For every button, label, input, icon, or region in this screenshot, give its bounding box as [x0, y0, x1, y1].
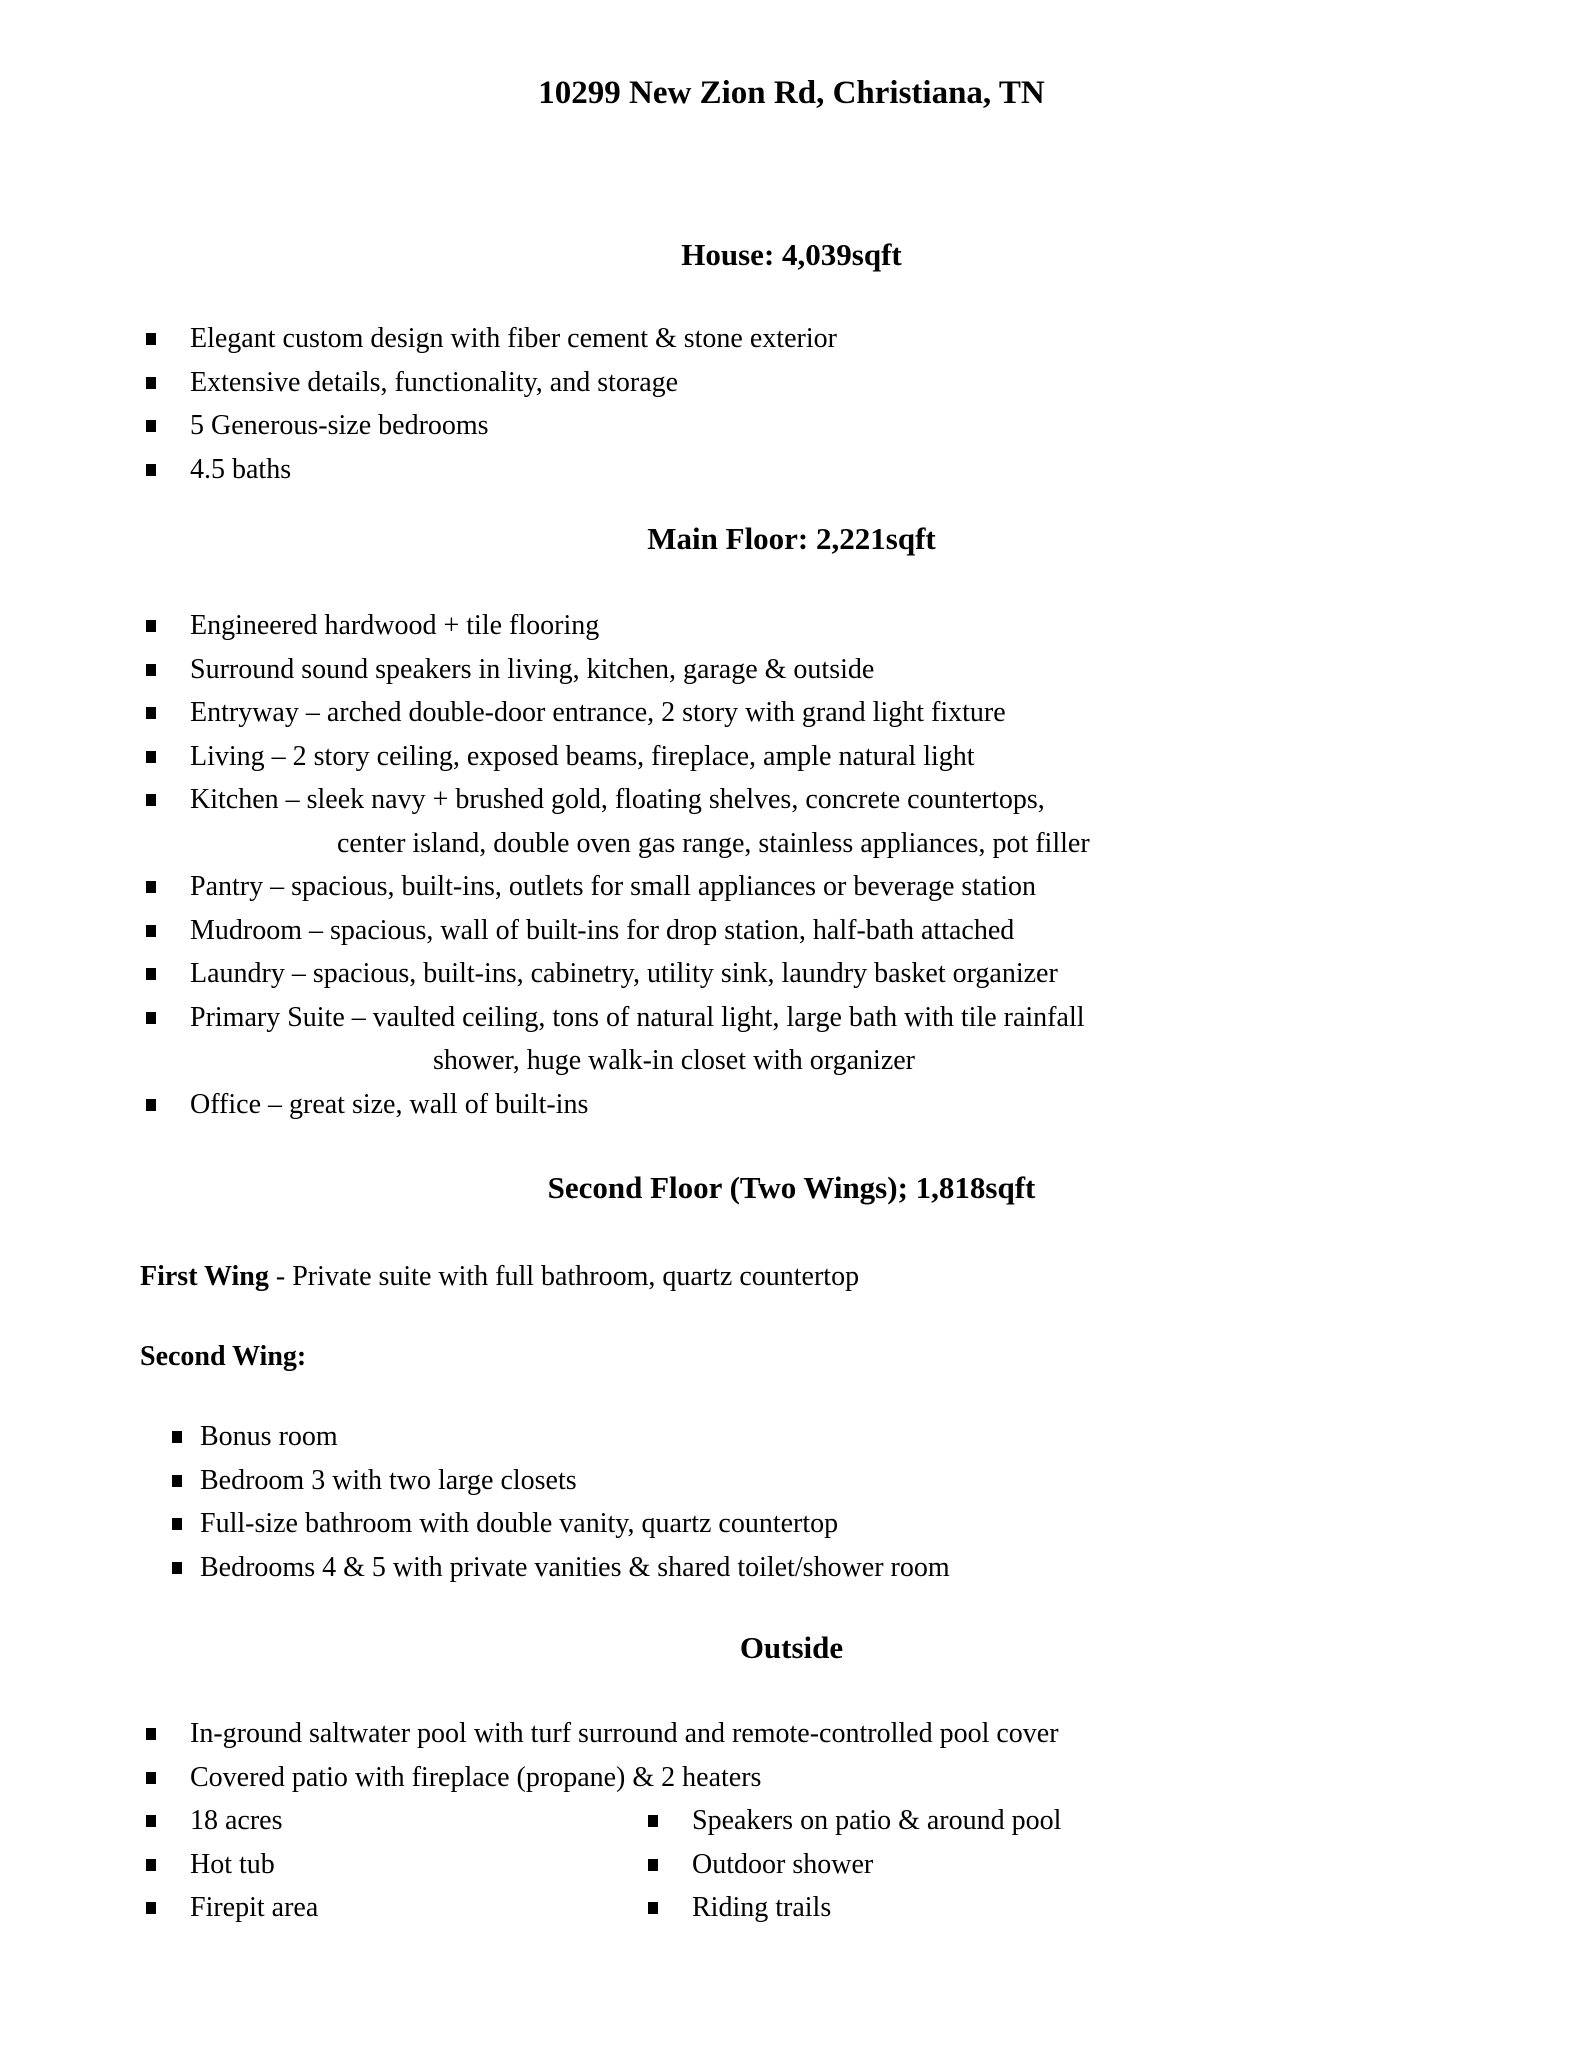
bullet-icon — [146, 881, 156, 893]
bullet-icon — [146, 707, 156, 719]
list-item — [0, 448, 1583, 492]
list-item-text: Kitchen – sleek navy + brushed gold, floating shelves, concrete countertops, — [190, 784, 1045, 815]
list-item — [0, 317, 1583, 361]
bullet-icon — [146, 1728, 156, 1740]
list-item-text: Surround sound speakers in living, kitchen, garage & outside — [190, 653, 875, 685]
bullet-icon — [146, 1099, 156, 1111]
list-item-continuation — [0, 1039, 1583, 1083]
list-item-text: 5 Generous-size bedrooms — [190, 410, 489, 441]
list-item — [0, 1415, 1583, 1459]
bullet-icon — [172, 1475, 182, 1487]
list-item-text: Covered patio with fireplace (propane) & 2 heaters — [190, 1761, 762, 1793]
bullet-icon — [648, 1859, 658, 1871]
list-item-text: Office – great size, wall of built-ins — [190, 1088, 589, 1120]
bullet-icon — [146, 1012, 156, 1024]
list-item-text: Entryway – arched double-door entrance, 2 story with grand light fixture — [190, 697, 1006, 728]
bullet-icon — [172, 1431, 182, 1443]
list-item-text: Bedroom 3 with two large closets — [200, 1464, 577, 1496]
list-item — [0, 909, 1583, 953]
bullet-icon — [146, 620, 156, 632]
list-item — [0, 1712, 1583, 1756]
bullet-icon — [146, 420, 156, 432]
list-item-text: shower, huge walk-in closet with organizer — [433, 1045, 916, 1076]
bullet-icon — [648, 1815, 658, 1827]
list-item — [0, 1546, 1583, 1590]
list-item-text: Engineered hardwood + tile flooring — [190, 610, 600, 641]
list-item-text: Laundry – spacious, built-ins, cabinetry, utility sink, laundry basket organizer — [190, 958, 1058, 989]
bullet-icon — [172, 1562, 182, 1574]
list-item-text: Living – 2 story ceiling, exposed beams, fireplace, ample natural light — [190, 740, 975, 772]
section-heading-outside: Outside — [739, 1630, 844, 1665]
bullet-icon — [146, 925, 156, 937]
list-item-text: 4.5 baths — [190, 453, 292, 485]
list-item-continuation — [0, 822, 1583, 866]
list-item — [0, 865, 1583, 909]
list-item-two-column — [0, 1799, 1583, 1843]
list-item-text: Hot tub — [190, 1848, 275, 1880]
first-wing-paragraph — [0, 1255, 1583, 1298]
second-wing-feature-list — [0, 1415, 1583, 1589]
list-item-text: Extensive details, functionality, and storage — [190, 366, 679, 398]
bullet-icon — [648, 1902, 658, 1914]
section-heading-second-floor: Second Floor (Two Wings); 1,818sqft — [547, 1170, 1036, 1205]
list-item-text: Bedrooms 4 & 5 with private vanities & shared toilet/shower room — [200, 1551, 950, 1583]
list-item-text: Bonus room — [200, 1421, 338, 1452]
list-item — [0, 648, 1583, 692]
list-item — [0, 778, 1583, 822]
bullet-icon — [146, 794, 156, 806]
list-item — [0, 1756, 1583, 1800]
list-item-text: Speakers on patio & around pool — [692, 1805, 1062, 1836]
second-wing-label: Second Wing: — [140, 1341, 307, 1372]
list-item — [0, 996, 1583, 1040]
list-item — [0, 604, 1583, 648]
list-item — [0, 361, 1583, 405]
list-item — [0, 691, 1583, 735]
list-item — [0, 735, 1583, 779]
list-item-text: Pantry – spacious, built-ins, outlets for small appliances or beverage station — [190, 871, 1037, 902]
bullet-icon — [146, 1772, 156, 1784]
list-item-text: Riding trails — [692, 1892, 832, 1923]
bullet-icon — [172, 1518, 182, 1530]
bullet-icon — [146, 333, 156, 345]
list-item-text: 18 acres — [190, 1805, 283, 1836]
list-item-text: In-ground saltwater pool with turf surround and remote-controlled pool cover — [190, 1718, 1059, 1749]
bullet-icon — [146, 968, 156, 980]
list-item — [0, 952, 1583, 996]
list-item-two-column — [0, 1886, 1583, 1930]
list-item — [0, 1502, 1583, 1546]
bullet-icon — [146, 751, 156, 763]
list-item-text: Full-size bathroom with double vanity, quartz countertop — [200, 1508, 839, 1539]
bullet-icon — [146, 1902, 156, 1914]
list-item-text: Outdoor shower — [692, 1848, 874, 1880]
list-item-text: center island, double oven gas range, stainless appliances, pot filler — [337, 827, 1090, 859]
page-title: 10299 New Zion Rd, Christiana, TN — [538, 75, 1045, 111]
list-item-text: Elegant custom design with fiber cement & stone exterior — [190, 323, 837, 354]
section-heading-main-floor: Main Floor: 2,221sqft — [647, 521, 936, 556]
bullet-icon — [146, 664, 156, 676]
bullet-icon — [146, 377, 156, 389]
section-heading-house: House: 4,039sqft — [681, 237, 902, 272]
list-item-text: Mudroom – spacious, wall of built-ins for drop station, half-bath attached — [190, 914, 1015, 946]
list-item-text: Firepit area — [190, 1892, 319, 1923]
house-feature-list — [0, 317, 1583, 491]
list-item — [0, 1083, 1583, 1127]
main-floor-feature-list — [0, 604, 1583, 1126]
first-wing-text: - Private suite with full bathroom, quartz countertop — [268, 1261, 860, 1292]
list-item — [0, 404, 1583, 448]
list-item-text: Primary Suite – vaulted ceiling, tons of natural light, large bath with tile rainfall — [190, 1001, 1085, 1033]
outside-feature-list — [0, 1712, 1583, 1930]
list-item — [0, 1459, 1583, 1503]
list-item-two-column — [0, 1843, 1583, 1887]
bullet-icon — [146, 464, 156, 476]
first-wing-label: First Wing — [140, 1261, 269, 1292]
bullet-icon — [146, 1815, 156, 1827]
bullet-icon — [146, 1859, 156, 1871]
